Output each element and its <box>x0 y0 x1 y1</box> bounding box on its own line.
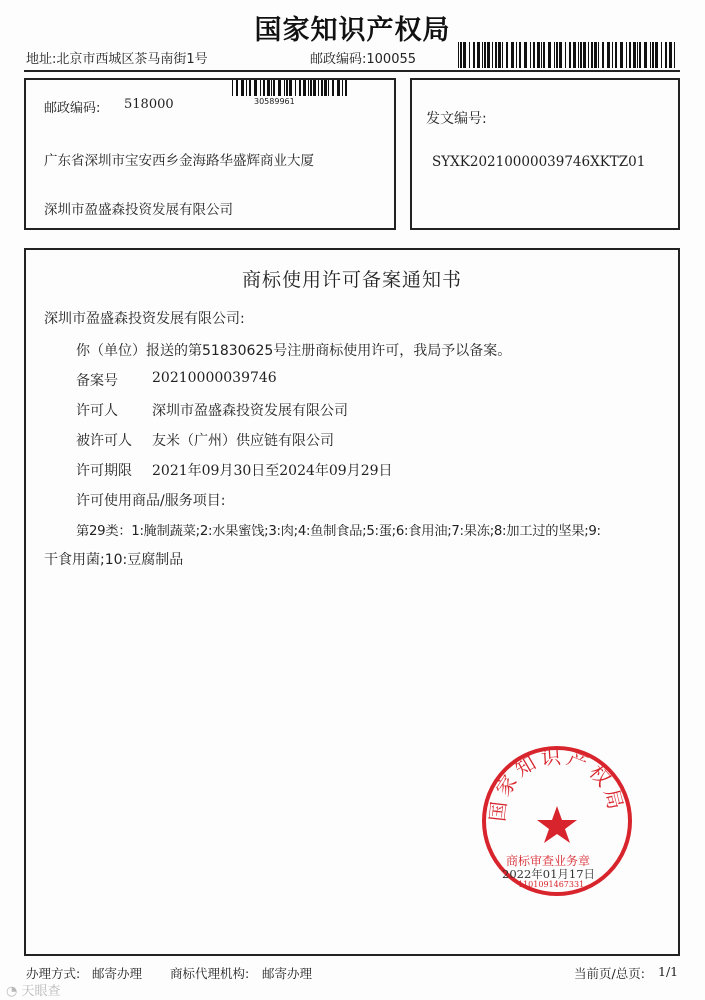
recipient-postcode-value: 518000 <box>124 97 174 112</box>
field-label-filing-number: 备案号 <box>76 373 118 389</box>
goods-line-2: 干食用菌;10:豆腐制品 <box>44 552 184 568</box>
field-value-licensee: 友米（广州）供应链有限公司 <box>152 433 334 449</box>
field-label-licensee: 被许可人 <box>76 433 132 449</box>
field-label-licensor: 许可人 <box>76 403 118 419</box>
watermark: ◔ 天眼查 <box>6 984 61 999</box>
watermark-icon: ◔ <box>6 984 22 999</box>
header-divider <box>24 70 680 72</box>
office-postcode: 邮政编码:100055 <box>310 52 417 67</box>
header-barcode <box>458 42 678 68</box>
footer-agent-label: 商标代理机构: <box>170 966 250 981</box>
field-value-term: 2021年09月30日至2024年09月29日 <box>152 463 393 479</box>
footer-page-label: 当前页/总页: <box>574 966 645 981</box>
official-seal <box>482 746 632 896</box>
footer-method-label: 办理方式: <box>26 966 81 981</box>
recipient-address: 广东省深圳市宝安西乡金海路华盛辉商业大厦 <box>44 153 314 169</box>
svg-text:国家知识产权局: 国家知识产权局 <box>485 746 629 823</box>
recipient-postcode-label: 邮政编码: <box>44 101 101 116</box>
footer-page-value: 1/1 <box>658 964 679 979</box>
doc-number-value: SYXK20210000039746XKTZ01 <box>432 154 646 170</box>
goods-line-1: 第29类：1:腌制蔬菜;2:水果蜜饯;3:肉;4:鱼制食品;5:蛋;6:食用油;7:果冻;8:加工过的坚果;9: <box>76 524 601 539</box>
seal-code-text: 1101091467331 <box>518 880 585 889</box>
notice-title: 商标使用许可备案通知书 <box>241 269 462 291</box>
notice-addressee: 深圳市盈盛森投资发展有限公司: <box>44 311 245 327</box>
recipient-barcode <box>232 80 352 96</box>
office-title: 国家知识产权局 <box>254 15 451 46</box>
footer-agent-value: 邮寄办理 <box>262 966 313 981</box>
office-address: 地址:北京市西城区茶马南街1号 <box>26 52 208 67</box>
field-value-filing-number: 20210000039746 <box>152 370 277 386</box>
recipient-company: 深圳市盈盛森投资发展有限公司 <box>44 202 233 218</box>
footer-method-value: 邮寄办理 <box>92 966 143 981</box>
recipient-barcode-number: 30589961 <box>254 97 295 106</box>
field-label-term: 许可期限 <box>76 463 132 479</box>
seal-dept-text: 商标审查业务章 <box>506 854 591 868</box>
notice-body: 你（单位）报送的第51830625号注册商标使用许可，我局予以备案。 <box>76 343 512 359</box>
doc-number-label: 发文编号: <box>426 111 487 127</box>
goods-label: 许可使用商品/服务项目: <box>76 493 226 509</box>
seal-date-text: 2022年01月17日 <box>502 867 596 881</box>
field-value-licensor: 深圳市盈盛森投资发展有限公司 <box>152 403 348 419</box>
